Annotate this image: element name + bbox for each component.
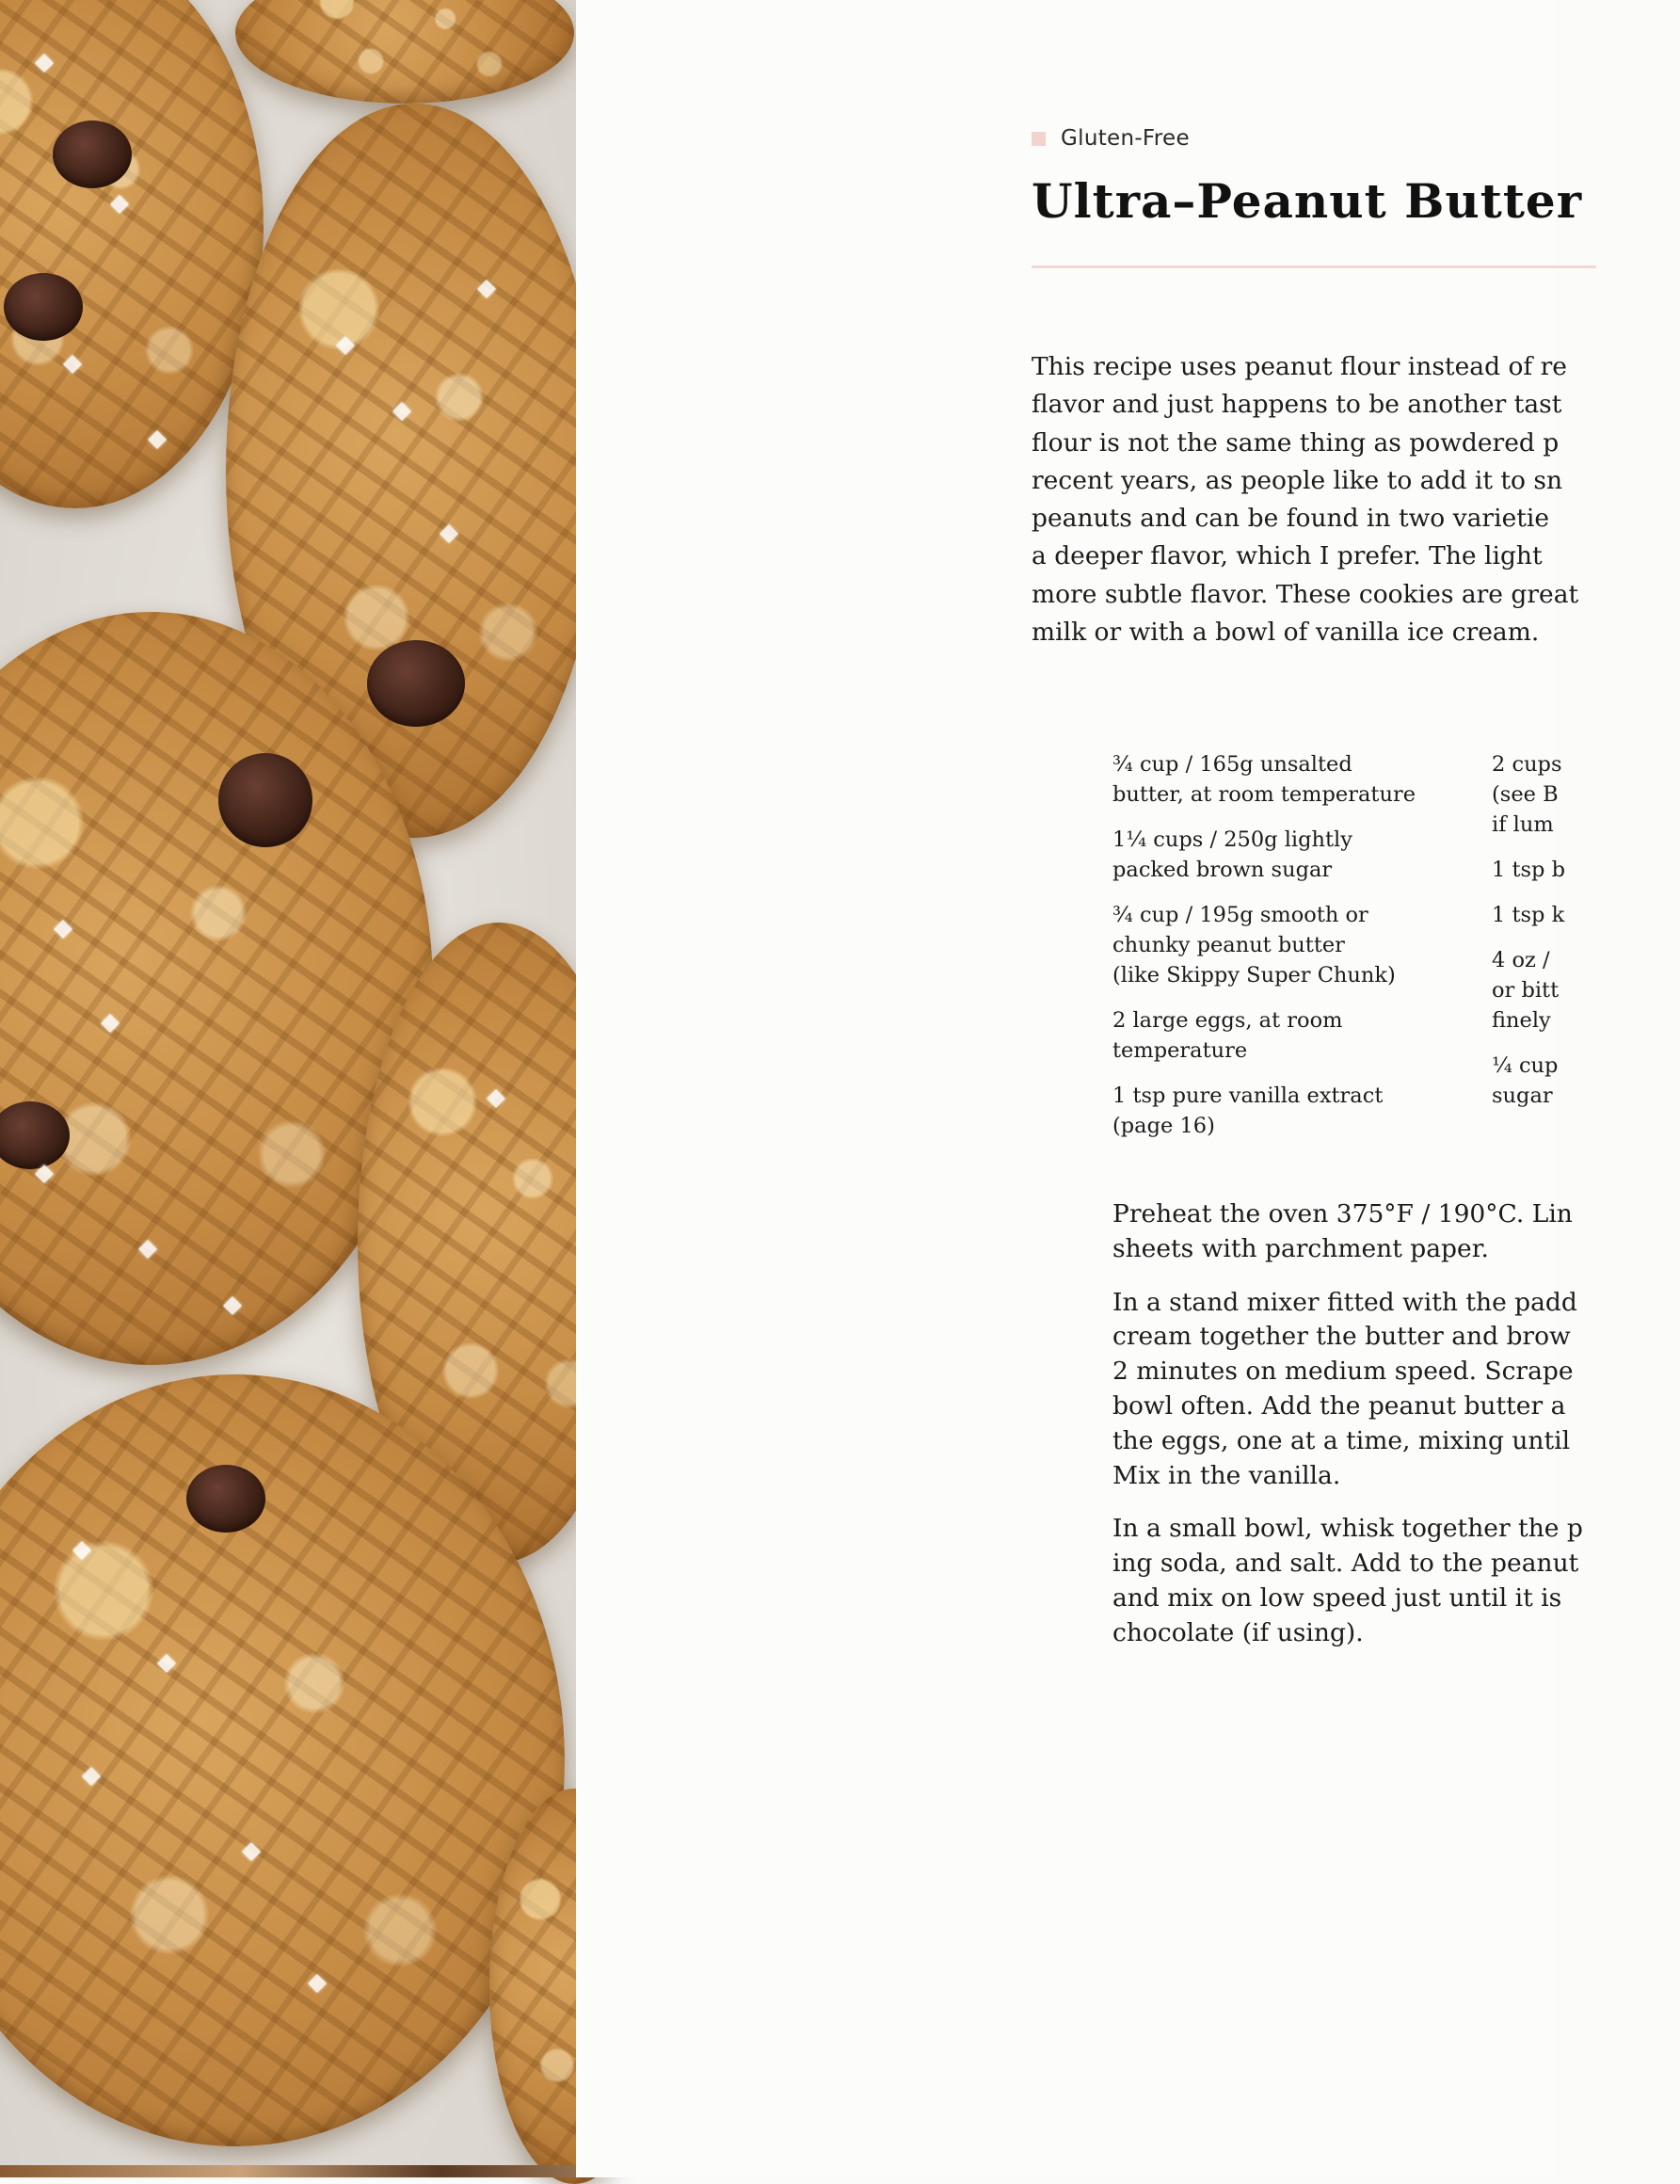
method-line: chocolate (if using). [1112,1617,1364,1647]
ingredient-line: (page 16) [1112,1114,1215,1138]
method-line: cream together the butter and brow [1112,1322,1571,1352]
ingredient-item [1112,1081,1451,1141]
recipe-intro [1032,348,1615,651]
method-line: and mix on low speed just until it is [1112,1582,1562,1613]
method-step [1112,1286,1640,1494]
ingredient-item [1112,825,1451,885]
method-line: 2 minutes on medium speed. Scrape [1112,1357,1574,1387]
ingredient-line: 1¼ cups / 250g lightly [1112,827,1352,852]
ingredient-item [1492,749,1680,840]
ingredients-column-left [1112,749,1451,1156]
intro-line: recent years, as people like to add it to sn [1032,465,1563,495]
title-divider [1032,265,1596,268]
chocolate-chip [186,1465,265,1533]
category-label: Gluten-Free [1061,126,1190,151]
method-line: bowl often. Add the peanut butter a [1112,1390,1566,1421]
ingredient-item [1492,900,1680,930]
chocolate-chip [53,120,132,188]
ingredient-line: (see B [1492,782,1559,807]
intro-line: a deeper flavor, which I prefer. The light [1032,541,1543,571]
intro-line: flour is not the same thing as powdered p [1032,427,1560,458]
category-marker-icon [1032,132,1046,146]
ingredient-item [1492,1051,1680,1111]
ingredient-item [1492,855,1680,885]
method-step [1112,1197,1640,1267]
cookie-photo [0,0,576,2165]
recipe-title: Ultra–Peanut Butter [1032,173,1583,229]
ingredient-line: (like Skippy Super Chunk) [1112,963,1396,988]
method-line: the eggs, one at a time, mixing until [1112,1425,1571,1455]
intro-line: flavor and just happens to be another tast [1032,390,1562,420]
chocolate-chip [367,640,465,727]
method-line: In a stand mixer fitted with the padd [1112,1287,1577,1317]
category-tag [1032,126,1190,151]
method-line: In a small bowl, whisk together the p [1112,1514,1583,1544]
method-step [1112,1512,1640,1650]
ingredient-line: 2 cups [1492,752,1562,777]
method-line: Mix in the vanilla. [1112,1460,1341,1490]
ingredient-line: ¾ cup / 165g unsalted [1112,752,1352,777]
intro-line: milk or with a bowl of vanilla ice cream. [1032,618,1540,648]
chocolate-chip [4,273,83,341]
cookie [235,0,574,104]
ingredient-line: if lum [1492,812,1554,837]
ingredient-line: ¼ cup [1492,1053,1559,1078]
ingredient-line: 1 tsp k [1492,903,1565,927]
ingredient-item [1112,1005,1451,1066]
recipe-method [1112,1197,1640,1670]
method-line: Preheat the oven 375°F / 190°C. Lin [1112,1199,1573,1228]
ingredient-line: 1 tsp pure vanilla extract [1112,1084,1384,1108]
ingredients-column-right [1492,749,1680,1126]
ingredient-line: sugar [1492,1084,1553,1108]
recipe-page [576,0,1583,2177]
intro-line: more subtle flavor. These cookies are great [1032,579,1579,609]
ingredient-line: chunky peanut butter [1112,933,1345,957]
intro-line: peanuts and can be found in two varietie [1032,504,1550,534]
ingredient-line: or bitt [1492,978,1560,1003]
chocolate-chip [218,753,312,847]
ingredient-line: butter, at room temperature [1112,782,1416,807]
ingredient-item [1112,900,1451,990]
intro-line: This recipe uses peanut flour instead of re [1032,352,1567,381]
method-line: ing soda, and salt. Add to the peanut [1112,1549,1579,1579]
ingredient-line: 2 large eggs, at room [1112,1008,1343,1033]
ingredient-item [1492,945,1680,1036]
method-line: sheets with parchment paper. [1112,1233,1489,1263]
ingredient-line: ¾ cup / 195g smooth or [1112,903,1368,927]
ingredient-line: 4 oz / [1492,948,1550,972]
cookie [0,0,264,508]
ingredient-line: packed brown sugar [1112,858,1333,882]
ingredient-line: 1 tsp b [1492,858,1566,882]
ingredient-line: temperature [1112,1038,1248,1063]
ingredient-line: finely [1492,1008,1551,1033]
ingredient-item [1112,749,1451,810]
